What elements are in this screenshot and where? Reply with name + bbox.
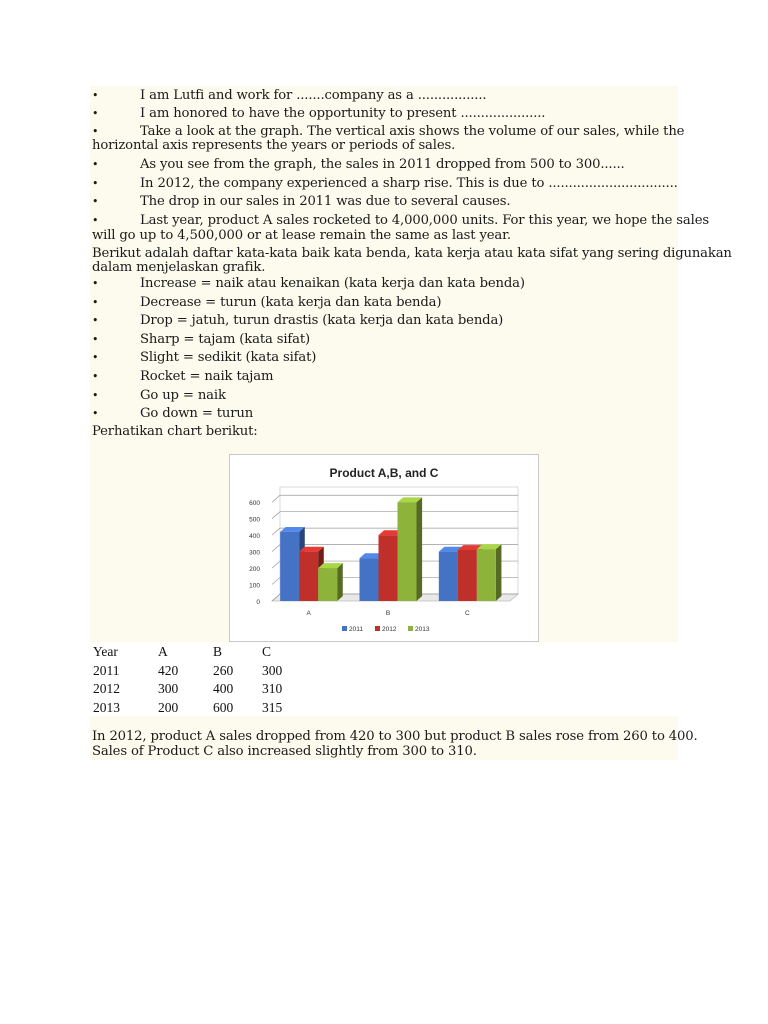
table-header-cell: A	[158, 644, 168, 659]
bullet-text: Sharp = tajam (kata sifat)	[140, 331, 311, 347]
table-cell: 420	[158, 662, 179, 678]
bullet-text: Rocket = naik tajam	[140, 369, 274, 384]
bar-2011-B	[360, 558, 379, 601]
bar-2013-A	[318, 568, 337, 601]
chart-svg	[230, 455, 538, 641]
legend-swatch	[408, 626, 413, 631]
bullet-text: Take a look at the graph. The vertical axis shows the volume of our sales, while the	[140, 124, 685, 139]
bullet-dot: •	[92, 388, 99, 402]
bullet-text: I am honored to have the opportunity to present .....................	[140, 106, 546, 121]
table-cell: 600	[213, 699, 234, 715]
bullet-dot: •	[92, 89, 99, 102]
bar-2013-C	[477, 549, 496, 601]
y-tick-label: 400	[249, 533, 260, 541]
bullet-dot: •	[92, 195, 99, 208]
bar-2011-C	[439, 552, 458, 601]
bullet-text: Increase = naik atau kenaikan (kata kerja dan kata benda)	[140, 276, 525, 291]
bullet-text: In 2012, the company experienced a sharp rise. This is due to ................................	[140, 176, 678, 191]
bullet-dot: •	[92, 277, 99, 290]
bullet-continuation: will go up to 4,500,000 or at lease remain the same as last year.	[92, 228, 511, 243]
table-header-cell: Year	[93, 644, 118, 659]
bullet-text: The drop in our sales in 2011 was due to several causes.	[140, 194, 511, 209]
bullet-text: Decrease = turun (kata kerja dan kata benda)	[140, 294, 442, 310]
table-cell: 310	[262, 681, 283, 696]
bar-side	[337, 563, 343, 601]
bullet-dot: •	[92, 107, 99, 120]
bullet-dot: •	[92, 332, 99, 346]
x-tick-label: A	[306, 610, 311, 617]
bullet-text: As you see from the graph, the sales in 2011 dropped from 500 to 300......	[140, 157, 625, 172]
bar-chart	[229, 454, 539, 642]
x-tick-label: B	[385, 610, 391, 617]
chart-caption: Perhatikan chart berikut:	[92, 424, 258, 439]
summary-block	[90, 716, 698, 760]
legend-swatch	[375, 626, 380, 631]
bullet-dot: •	[92, 351, 99, 365]
bar-2012-B	[379, 535, 398, 601]
y-tick-label: 200	[249, 566, 260, 574]
legend-label: 2013	[415, 626, 430, 633]
table-header-cell: C	[262, 644, 272, 659]
bar-2011-A	[280, 532, 299, 601]
bullet-dot: •	[92, 370, 99, 383]
bullet-dot: •	[92, 177, 99, 190]
y-tick-label: 600	[249, 500, 260, 508]
intro-text: Berikut adalah daftar kata-kata baik kata benda, kata kerja atau kata sifat yang sering digunakan	[92, 246, 732, 261]
table-cell: 315	[262, 699, 283, 715]
table-cell: 200	[158, 699, 179, 715]
bar-2013-B	[398, 502, 417, 601]
y-tick-label: 300	[249, 549, 260, 557]
bullet-text: Last year, product A sales rocketed to 4,000,000 units. For this year, we hope the sales	[140, 213, 709, 228]
x-tick-label: C	[464, 610, 470, 617]
bullet-text: Go up = naik	[140, 387, 226, 403]
summary-text: In 2012, product A sales dropped from 420 to 300 but product B sales rose from 260 to 400.	[92, 729, 698, 744]
table-header-cell: B	[213, 644, 223, 659]
bullet-dot: •	[92, 295, 99, 309]
bullet-dot: •	[92, 125, 99, 138]
bullet-text: Slight = sedikit (kata sifat)	[140, 350, 317, 366]
legend-swatch	[342, 626, 347, 631]
summary-text: Sales of Product C also increased slightly from 300 to 310.	[92, 744, 477, 759]
bullet-dot: •	[92, 214, 99, 227]
legend-label: 2012	[382, 626, 397, 633]
table-cell: 2012	[93, 681, 120, 696]
bar-2012-C	[458, 550, 477, 601]
table-cell: 2013	[93, 699, 120, 715]
y-tick-label: 0	[256, 599, 260, 606]
table-cell: 400	[213, 681, 234, 696]
bullet-continuation: horizontal axis represents the years or periods of sales.	[92, 138, 456, 153]
bullet-text: Drop = jatuh, turun drastis (kata kerja dan kata benda)	[140, 313, 504, 329]
table-cell: 300	[158, 681, 179, 696]
bullet-text: Go down = turun	[140, 406, 254, 422]
bullet-dot: •	[92, 314, 99, 328]
bar-2012-A	[299, 552, 318, 601]
bar-side	[417, 497, 423, 601]
table-cell: 260	[213, 662, 234, 678]
bullet-text: I am Lutfi and work for .......company as a .................	[140, 88, 487, 103]
intro-text: dalam menjelaskan grafik.	[92, 260, 266, 275]
legend-label: 2011	[349, 626, 363, 633]
bullet-dot: •	[92, 158, 99, 171]
table-cell: 300	[262, 662, 283, 678]
bar-side	[496, 544, 502, 601]
y-tick-label: 500	[249, 516, 260, 524]
y-tick-label: 100	[249, 582, 260, 590]
bullet-dot: •	[92, 407, 99, 421]
chart-title: Product A,B, and C	[329, 466, 439, 480]
table-cell: 2011	[93, 662, 120, 678]
